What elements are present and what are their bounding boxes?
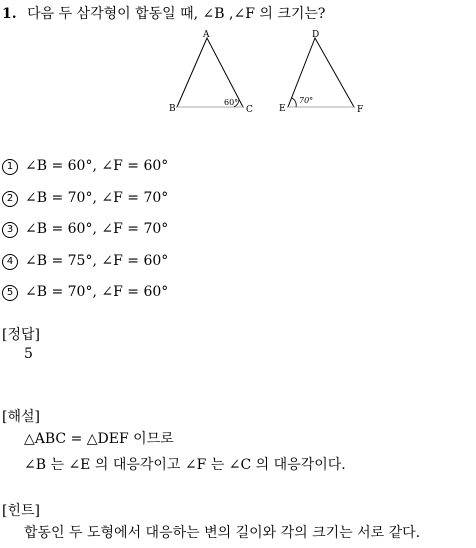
vertex-b-label: B [169, 104, 176, 114]
option-1-text: ∠B = 60°, ∠F = 60° [25, 158, 169, 174]
option-3[interactable] [2, 221, 168, 253]
explanation-header: [해설] [2, 409, 40, 425]
question-title [2, 3, 325, 23]
option-4-text: ∠B = 75°, ∠F = 60° [25, 252, 169, 269]
option-2-text: ∠B = 70°, ∠F = 70° [25, 189, 169, 206]
option-5[interactable] [2, 284, 168, 316]
option-1[interactable] [2, 158, 168, 190]
angle-e-label: 70° [299, 96, 314, 105]
explanation-section [2, 406, 346, 480]
answer-options [2, 158, 168, 316]
option-4[interactable] [2, 253, 168, 285]
triangles-figure [160, 26, 380, 122]
hint-header: [힌트] [2, 503, 40, 519]
option-1-mark: 1 [2, 159, 18, 175]
answer-value: 5 [24, 346, 33, 362]
vertex-a-label: A [203, 30, 210, 40]
option-3-text: ∠B = 60°, ∠F = 70° [25, 221, 169, 237]
question-text: 다음 두 삼각형이 합동일 때, ∠B ,∠F 의 크기는? [27, 6, 326, 22]
answer-section [2, 324, 40, 372]
question-number: 1. [2, 6, 17, 22]
vertex-d-label: D [312, 30, 320, 40]
option-5-text: ∠B = 70°, ∠F = 60° [25, 284, 169, 300]
hint-text: 합동인 두 도형에서 대응하는 변의 길이와 각의 크기는 서로 같다. [24, 525, 421, 541]
vertex-e-label: E [279, 104, 286, 114]
vertex-c-label: C [246, 105, 253, 115]
answer-header: [정답] [2, 327, 40, 343]
option-5-mark: 5 [2, 285, 18, 301]
explanation-line-2: ∠B 는 ∠E 의 대응각이고 ∠F 는 ∠C 의 대응각이다. [24, 457, 346, 473]
option-3-mark: 3 [2, 222, 18, 238]
triangle-def [279, 30, 363, 115]
triangle-abc [169, 30, 253, 115]
explanation-line-1: △ABC = △DEF 이므로 [24, 431, 174, 447]
option-2[interactable] [2, 190, 168, 222]
vertex-f-label: F [357, 105, 364, 115]
angle-c-label: 60° [224, 98, 239, 107]
option-4-mark: 4 [2, 254, 18, 270]
option-2-mark: 2 [2, 191, 18, 207]
hint-section [2, 500, 420, 548]
